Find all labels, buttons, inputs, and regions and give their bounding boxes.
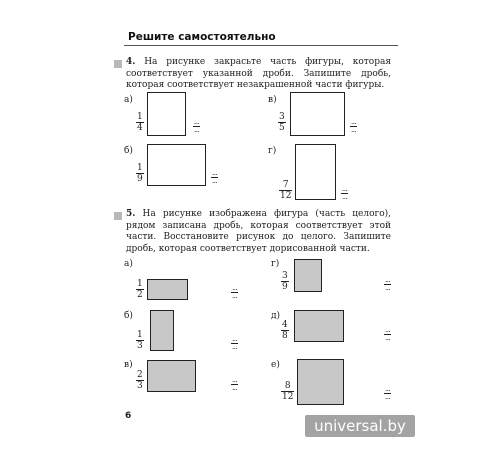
task-5-item-d-label: д)	[271, 311, 281, 321]
task-4-item-v-figure[interactable]	[290, 92, 345, 136]
task-4-marker	[114, 60, 122, 68]
task-4-item-a-fraction: $\frac{1}{4}$	[137, 112, 143, 133]
task-5-item-e-fraction: $\frac{8}{12}$	[282, 381, 294, 402]
task-5-item-a-fraction: $\frac{1}{2}$	[137, 279, 143, 300]
task-5-item-e-answer[interactable]: ... ...	[385, 385, 391, 401]
task-4-item-v-fraction: $\frac{3}{5}$	[279, 112, 285, 133]
section-title: Решите самостоятельно	[128, 31, 276, 43]
task-5-item-g-answer[interactable]: ... ...	[385, 276, 391, 292]
page-number: 6	[125, 411, 132, 421]
task-5-item-d-fraction: $\frac{4}{8}$	[282, 320, 288, 341]
task-5-item-v-fraction: $\frac{2}{3}$	[137, 370, 143, 391]
task-5-item-d-figure[interactable]	[294, 310, 344, 342]
task-5-item-a-figure[interactable]	[147, 279, 188, 300]
title-divider	[124, 45, 398, 46]
task-4-item-g-answer[interactable]: ... ...	[342, 185, 348, 201]
task-4-item-a-figure[interactable]	[147, 92, 186, 136]
task-4-item-g-fraction: $\frac{7}{12}$	[280, 180, 292, 201]
task-4-item-b-label: б)	[124, 146, 133, 156]
task-5-item-v-label: в)	[124, 360, 133, 370]
task-5-item-a-label: а)	[124, 259, 133, 269]
task-5-item-a-answer[interactable]: ... ...	[232, 284, 238, 300]
task-4-text	[126, 57, 391, 92]
task-4-item-a-answer[interactable]: ... ...	[194, 118, 200, 134]
task-4-item-v-answer[interactable]: ... ...	[351, 118, 357, 134]
task-5-number: 5.	[126, 209, 136, 219]
task-5-item-e-figure[interactable]	[297, 359, 344, 405]
task-5-item-g-figure[interactable]	[294, 259, 322, 292]
task-5-item-g-fraction: $\frac{3}{9}$	[282, 271, 288, 292]
task-4-number: 4.	[126, 57, 136, 67]
task-4-item-b-fraction: $\frac{1}{9}$	[137, 163, 143, 184]
task-5-item-v-answer[interactable]: ... ...	[232, 376, 238, 392]
task-4-item-v-label: в)	[268, 95, 277, 105]
task-5-item-b-figure[interactable]	[150, 310, 174, 351]
task-4-item-g-label: г)	[268, 146, 277, 156]
task-4-item-b-figure[interactable]	[147, 144, 206, 186]
task-5-item-e-label: е)	[271, 360, 280, 370]
task-5-item-b-label: б)	[124, 311, 133, 321]
task-5-item-g-label: г)	[271, 259, 280, 269]
task-5-item-b-answer[interactable]: ... ...	[232, 335, 238, 351]
task-5-item-v-figure[interactable]	[147, 360, 196, 392]
task-4-instructions: На рисунке закрасьте часть фигуры, которая соответствует указанной дроби. Запишите дробь, которая соответствует незакрашенной части фигуры.	[126, 57, 391, 90]
task-5-instructions: На рисунке изображена фигура (часть целого), рядом записана дробь, которая соответствует этой части. Восстановите рисунок до целого. Запишите дробь, которая соответствует дорисованной части.	[126, 209, 391, 254]
task-5-item-d-answer[interactable]: ... ...	[385, 326, 391, 342]
watermark: universal.by	[305, 415, 415, 437]
task-4-item-a-label: а)	[124, 95, 133, 105]
task-5-marker	[114, 212, 122, 220]
task-4-item-b-answer[interactable]: ... ...	[212, 169, 218, 185]
task-5-item-b-fraction: $\frac{1}{3}$	[137, 330, 143, 351]
task-5-text	[126, 209, 391, 255]
task-4-item-g-figure[interactable]	[295, 144, 336, 200]
